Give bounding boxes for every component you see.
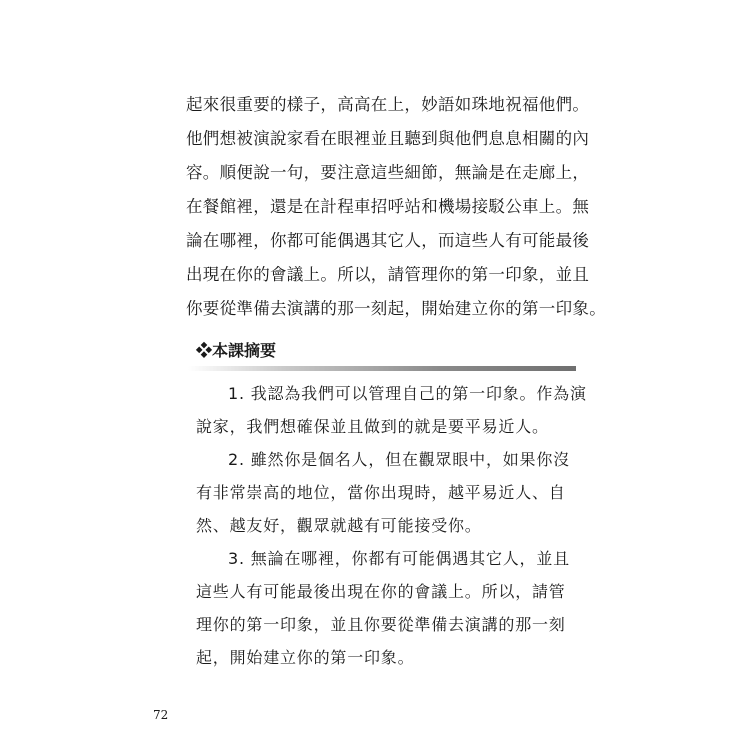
summary-item-1 [196,377,587,443]
summary-line: 3. 無論在哪裡，你都有可能偶遇其它人，並且 [228,549,570,568]
body-line: 容。順便說一句，要注意這些細節，無論是在走廊上， [186,163,590,182]
body-line: 出現在你的會議上。所以，請管理你的第一印象，並且 [186,265,590,284]
summary-line: 有非常崇高的地位，當你出現時，越平易近人、自 [196,483,566,502]
body-line: 在餐館裡，還是在計程車招呼站和機場接駁公車上。無 [186,197,590,216]
section-heading: ❖本課摘要 [196,341,277,360]
body-line: 起來很重要的樣子，高高在上，妙語如珠地祝福他們。 [186,95,590,114]
summary-line: 理你的第一印象，並且你要從準備去演講的那一刻 [196,615,566,634]
summary-line: 這些人有可能最後出現在你的會議上。所以，請管 [196,582,566,601]
summary-line: 說家，我們想確保並且做到的就是要平易近人。 [196,417,549,436]
summary-line: 2. 雖然你是個名人，但在觀眾眼中，如果你沒 [228,450,570,469]
body-line: 他們想被演說家看在眼裡並且聽到與他們息息相關的內 [186,129,590,148]
summary-line: 然、越友好，觀眾就越有可能接受你。 [196,516,482,535]
summary-line: 1. 我認為我們可以管理自己的第一印象。作為演 [228,384,587,403]
summary-item-2 [196,443,570,542]
body-line: 論在哪裡，你都可能偶遇其它人，而這些人有可能最後 [186,231,590,250]
section-divider [188,366,576,371]
summary-item-3 [196,542,570,674]
summary-line: 起，開始建立你的第一印象。 [196,648,415,667]
page-number: 72 [153,708,169,722]
body-paragraph [186,88,606,326]
summary-list [196,377,587,674]
body-line: 你要從準備去演講的那一刻起，開始建立你的第一印象。 [186,299,606,318]
